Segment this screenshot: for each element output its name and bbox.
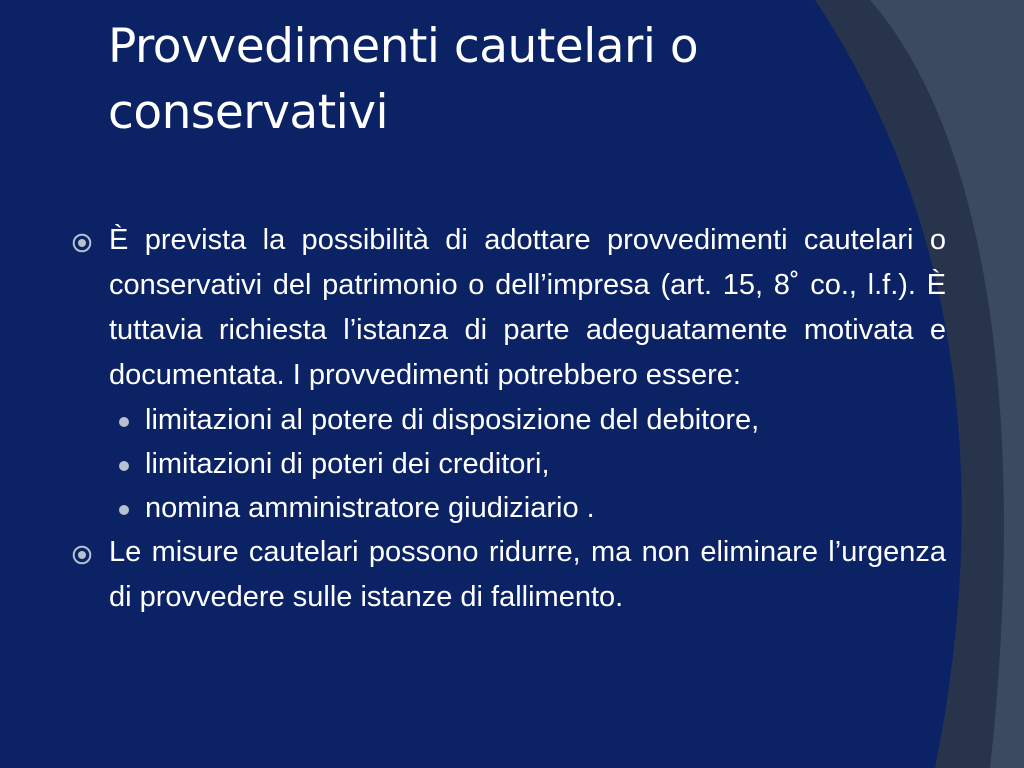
sub-list <box>66 398 946 530</box>
slide-title: Provvedimenti cautelari o conservativi <box>108 19 699 140</box>
sub-list-item <box>66 486 946 530</box>
target-circle-icon <box>72 233 92 253</box>
dot-icon <box>119 417 129 427</box>
bullet-item <box>66 218 946 398</box>
sub-item-text: nomina amministratore giudiziario . <box>145 492 595 524</box>
dot-icon <box>119 461 129 471</box>
target-circle-icon <box>72 545 92 565</box>
bullet-text: È prevista la possibilità di adottare provvedimenti cautelari o conservativi del patrimonio o dell’impresa (art. 15, 8˚ co., l.f.). È tuttavia richiesta l’istanza di parte adeguatamente motivata e documentata. I provvedimenti potrebbero essere: <box>109 224 946 391</box>
bullet-text: Le misure cautelari possono ridurre, ma non eliminare l’urgenza di provvedere sulle istanze di fallimento. <box>109 536 946 613</box>
sub-item-text: limitazioni al potere di disposizione del debitore, <box>145 404 760 436</box>
bullet-item <box>66 530 946 620</box>
dot-icon <box>119 505 129 515</box>
sub-list-item <box>66 398 946 442</box>
slide-content <box>66 218 946 620</box>
sub-list-item <box>66 442 946 486</box>
sub-item-text: limitazioni di poteri dei creditori, <box>145 448 550 480</box>
